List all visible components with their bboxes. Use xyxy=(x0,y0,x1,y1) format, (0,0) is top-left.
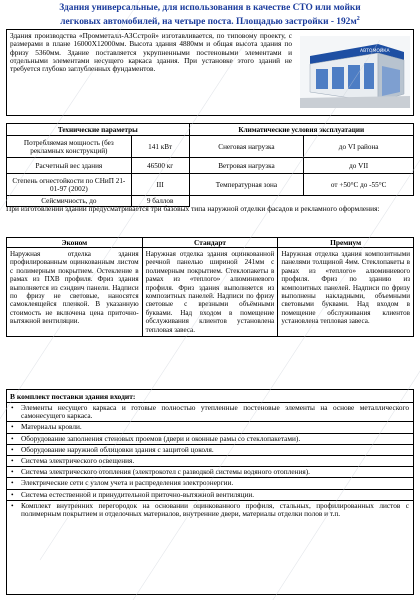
building-sign: АВТОМОЙКА xyxy=(360,49,390,54)
variants-body-row xyxy=(7,248,414,337)
param-value: 9 баллов xyxy=(131,196,189,207)
climate-name: Температурная зона xyxy=(189,174,304,196)
param-value: III xyxy=(131,174,189,196)
climate-value: до VII xyxy=(304,158,414,174)
param-value: 141 кВт xyxy=(131,136,189,158)
bullet-icon: • xyxy=(11,478,14,488)
intro-box xyxy=(6,29,414,116)
list-item-text: Электрические сети с узлом учета и распределения электроэнергии. xyxy=(21,478,234,488)
bullet-icon: • xyxy=(11,489,14,499)
title-line-2-text: легковых автомобилей, на четыре поста. Площадью застройки - 192м xyxy=(60,16,357,27)
climate-value: от +50°С до -55°С xyxy=(304,174,414,196)
list-item-text: Оборудование наружной облицовки здания с защитой цоколя. xyxy=(21,444,214,454)
list-item xyxy=(7,402,413,421)
list-item xyxy=(7,466,413,477)
tech-params-header: Технические параметры xyxy=(7,124,190,136)
param-name: Сейсмичность, до xyxy=(7,196,132,207)
variant-header-econom: Эконом xyxy=(7,238,143,248)
climate-name: Снеговая нагрузка xyxy=(189,136,304,158)
list-item xyxy=(7,444,413,455)
climate-name: Ветровая нагрузка xyxy=(189,158,304,174)
variant-header-premium: Премиум xyxy=(278,238,414,248)
intro-text: Здания производства «Промметалл-АЗСстрой» изготавливается, по типовому проекту, с размерами в плане 16000Х12000мм. Высота здания 4880мм и общая высота здания по фризу 5360мм. Здание поставляется укрупненными постеновыми элементами и отдельными элементами несущего каркаса здания. При установке этого зданий не требуется глубоко заглубленных фундаментов. xyxy=(10,31,292,74)
param-value: 46500 кг xyxy=(131,158,189,174)
variants-table xyxy=(6,237,414,337)
list-item xyxy=(7,455,413,466)
table-row xyxy=(7,158,414,174)
param-name: Степень огнестойкости по СНиП 21-01-97 (2002) xyxy=(7,174,132,196)
bullet-icon: • xyxy=(11,433,14,443)
list-item-text: Элементы несущего каркаса и готовые полностью утепленные постеновые элементы на основе металлического самонесущего каркаса. xyxy=(21,403,409,421)
table-row xyxy=(7,174,414,196)
document-title xyxy=(6,3,414,27)
params-header-row xyxy=(7,124,414,136)
title-line-2 xyxy=(6,14,414,28)
variant-header-standard: Стандарт xyxy=(142,238,278,248)
list-item xyxy=(7,477,413,488)
list-item xyxy=(7,500,413,519)
list-item-text: Комплект внутренних перегородок на основании оцинкованного профиля, стальных, профилированных листов с полимерным покрытием и отделочных материалов, внутренние двери, материалы отделки полов и т.п. xyxy=(21,500,409,519)
list-item-text: Система естественной и принудительной приточно-вытяжной вентиляции. xyxy=(21,489,255,499)
bullet-icon: • xyxy=(11,500,14,510)
variant-text-premium: Наружная отделка здания композитными панелями толщиной 4мм. Стеклопакеты в рамах из «теплого» алюминиевого профиля. Фриз по зданию из композитных панелей. Надписи по фризу выполнены накладными, объемными световыми буквами. Над входом в помещение обслуживания клиентов установлена тепловая завеса. xyxy=(278,248,414,337)
list-item-text: Оборудование заполнения стеновых проемов (двери и оконные рамы со стеклопакетами). xyxy=(21,433,301,443)
list-item xyxy=(7,433,413,444)
bullet-icon: • xyxy=(11,467,14,477)
kit-box xyxy=(6,389,414,595)
list-item-text: Материалы кровли. xyxy=(21,422,82,432)
building-illustration xyxy=(300,36,410,108)
list-item xyxy=(7,421,413,432)
list-item xyxy=(7,489,413,500)
param-name: Потребляемая мощность (без рекламных конструкций) xyxy=(7,136,132,158)
variants-header-row xyxy=(7,238,414,248)
bullet-icon: • xyxy=(11,403,14,412)
bullet-icon: • xyxy=(11,444,14,454)
bullet-icon: • xyxy=(11,422,14,432)
variant-text-standard: Наружная отделка здания оцинкованной реечной панелью шириной 241мм с полимерным покрытием. Стеклопакеты в рамах из «теплого» алюминиевого профиля. Фриз здания выполняется из композитных панелей. Надписи по фризу световые с врезными объёмными буквами. Над входом в помещение обслуживания клиентов установлена тепловая завеса. xyxy=(142,248,278,337)
param-name: Расчетный вес здания xyxy=(7,158,132,174)
table-row xyxy=(7,136,414,158)
title-superscript: 2 xyxy=(356,15,360,22)
climate-value: до VI района xyxy=(304,136,414,158)
finish-intro: При изготовлении зданий предусматривается три базовых типа наружной отделки фасадов и рекламного оформления: xyxy=(6,204,380,213)
bullet-icon: • xyxy=(11,456,14,466)
climate-header: Климатические условия эксплуатации xyxy=(189,124,413,136)
title-line-1: Здания универсальные, для использования в качестве СТО или мойки xyxy=(59,3,361,13)
list-item-text: Система электрического отопления (электрокотел с разводкой системы водяного отопления). xyxy=(21,467,311,477)
list-item-text: Система электрического освещения. xyxy=(21,456,135,466)
kit-list xyxy=(7,402,413,519)
variant-text-econom: Наружная отделка здания профилированным оцинкованным листом с полимерным покрытием. Остекление в рамах из ПХВ профиля. Фриз здания выполняется из сэндвич панели. Надписи по фризу не световые, наносятся самоклеящейся пленкой. В указанную стоимость не включена цена приточно-вытяжной вентиляции. xyxy=(7,248,143,337)
params-table xyxy=(6,123,414,207)
kit-title: В комплект поставки здания входит: xyxy=(10,392,136,401)
